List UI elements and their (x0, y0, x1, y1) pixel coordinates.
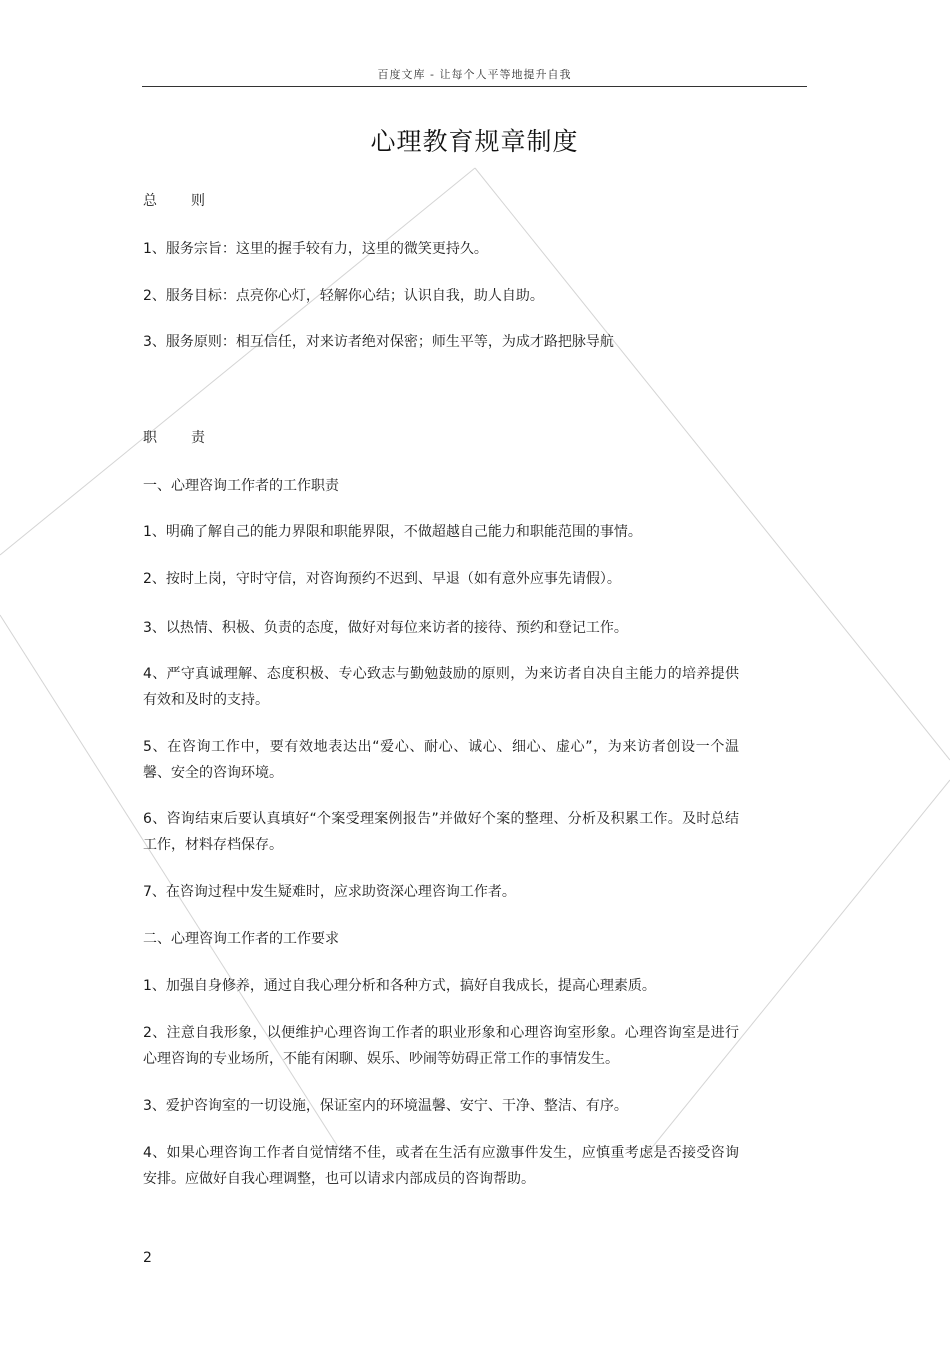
section-heading-duties: 职责 (143, 430, 239, 446)
requirement-item-1: 1、加强自身修养，通过自我心理分析和各种方式，搞好自我成长，提高心理素质。 (143, 978, 656, 994)
requirement-item-2: 2、注意自我形象，以便维护心理咨询工作者的职业形象和心理咨询室形象。心理咨询室是进行心理咨询的专业场所，不能有闲聊、娱乐、吵闹等妨碍正常工作的事情发生。 (143, 1025, 739, 1067)
duty-item-4: 4、严守真诚理解、态度积极、专心致志与勤勉鼓励的原则，为来访者自决自主能力的培养提供有效和及时的支持。 (143, 666, 739, 708)
duty-item-6: 6、咨询结束后要认真填好“个案受理案例报告”并做好个案的整理、分析及积累工作。及时总结工作，材料存档保存。 (143, 811, 739, 853)
requirement-item-4: 4、如果心理咨询工作者自觉情绪不佳，或者在生活有应激事件发生，应慎重考虑是否接受咨询安排。应做好自我心理调整，也可以请求内部成员的咨询帮助。 (143, 1145, 739, 1187)
general-item-3: 3、服务原则：相互信任，对来访者绝对保密；师生平等，为成才路把脉导航 (143, 334, 614, 350)
subsection-title-duties: 一、心理咨询工作者的工作职责 (143, 478, 339, 494)
duty-item-7: 7、在咨询过程中发生疑难时，应求助资深心理咨询工作者。 (143, 884, 516, 900)
page-header: 百度文库 - 让每个人平等地提升自我 (377, 68, 572, 81)
section-heading-general: 总则 (143, 193, 239, 209)
header-rule (142, 86, 807, 87)
duty-item-1: 1、明确了解自己的能力界限和职能界限，不做超越自己能力和职能范围的事情。 (143, 524, 642, 540)
general-item-1: 1、服务宗旨：这里的握手较有力，这里的微笑更持久。 (143, 241, 488, 257)
subsection-title-requirements: 二、心理咨询工作者的工作要求 (143, 931, 339, 947)
duty-item-2: 2、按时上岗，守时守信，对咨询预约不迟到、早退（如有意外应事先请假）。 (143, 571, 621, 587)
duty-item-5: 5、在咨询工作中，要有效地表达出“爱心、耐心、诚心、细心、虚心”，为来访者创设一个温馨、安全的咨询环境。 (143, 739, 739, 781)
duty-item-3: 3、以热情、积极、负责的态度，做好对每位来访者的接待、预约和登记工作。 (143, 620, 628, 636)
document-title: 心理教育规章制度 (370, 127, 579, 156)
general-item-2: 2、服务目标：点亮你心灯，轻解你心结；认识自我，助人自助。 (143, 288, 544, 304)
requirement-item-3: 3、爱护咨询室的一切设施，保证室内的环境温馨、安宁、干净、整洁、有序。 (143, 1098, 628, 1114)
page-number: 2 (143, 1250, 152, 1266)
